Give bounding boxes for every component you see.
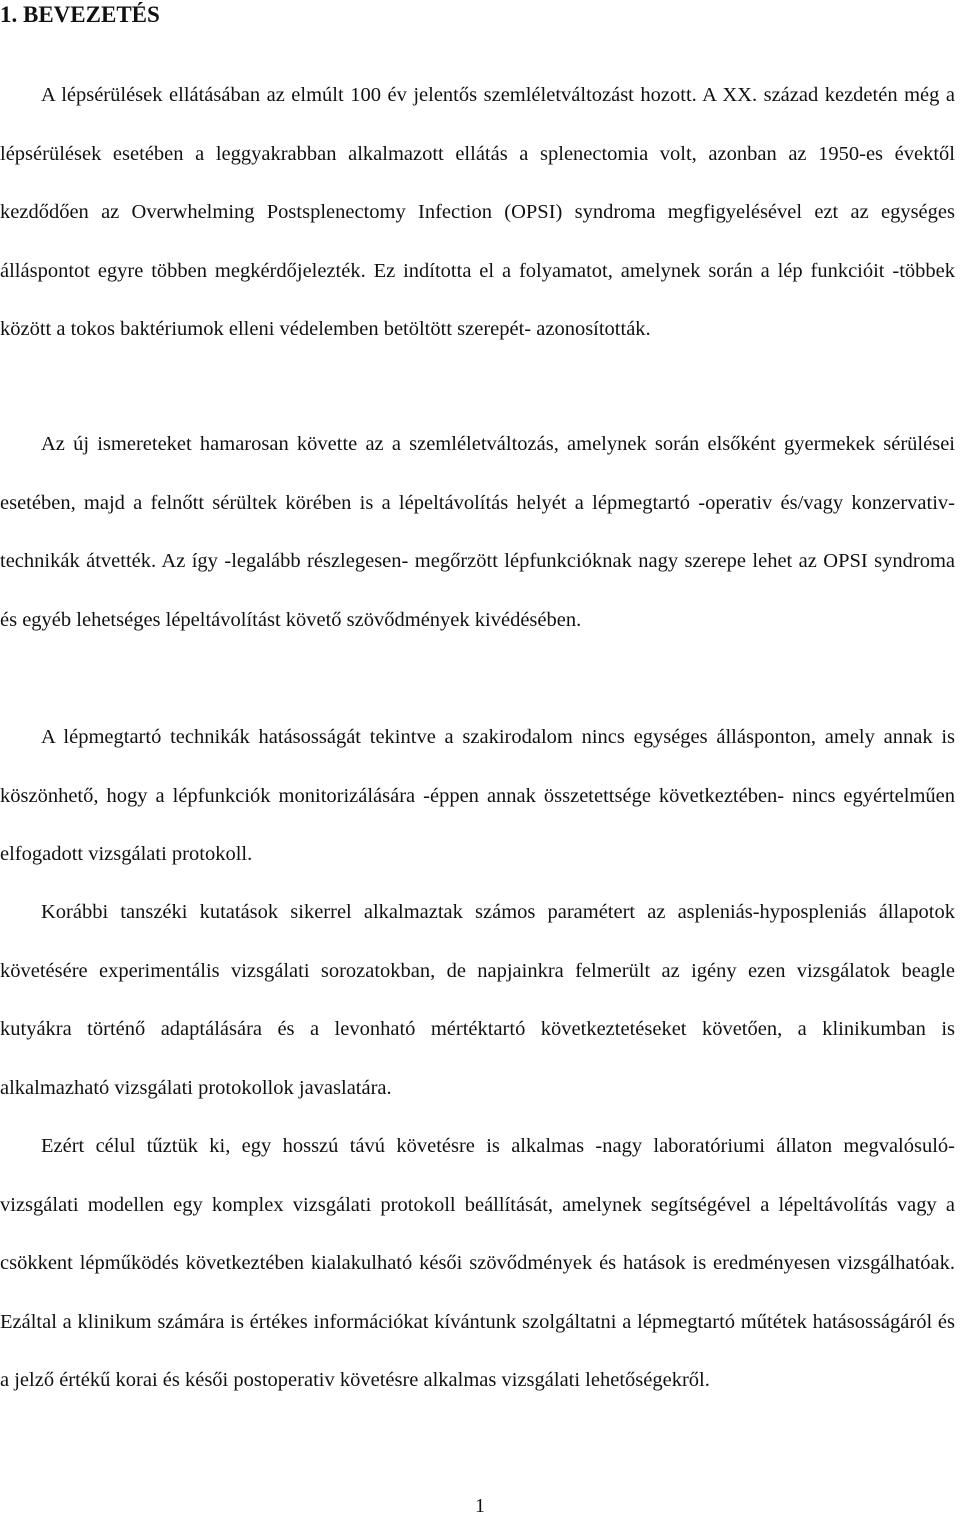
page-number: 1 (475, 1495, 485, 1517)
paragraph-5: Ezért célul tűztük ki, egy hosszú távú követésre is alkalmas -nagy laboratóriumi állaton megvalósuló- vizsgálati modellen egy komplex vizsgálati protokoll beállítását, amelynek segítségével a lépeltávolítás vagy a csökkent lépműködés következtében kialakulható késői szövődmények és hatások is eredményesen vizsgálhatóak. Ezáltal a klinikum számára is értékes információkat kívántunk szolgáltatni a lépmegtartó műtétek hatásosságáról és a jelző értékű korai és késői postoperativ követésre alkalmas vizsgálati lehetőségekről. (0, 1135, 955, 1391)
paragraph-1: A lépsérülések ellátásában az elmúlt 100 év jelentős szemléletváltozást hozott. A XX. század kezdetén még a lépsérülések esetében a leggyakrabban alkalmazott ellátás a splenectomia volt, azonban az 1950-es évektől kezdődően az Overwhelming Postsplenectomy Infection (OPSI) syndroma megfigyelésével ezt az egységes álláspontot egyre többen megkérdőjelezték. Ez indította el a folyamatot, amelynek során a lép funkcióit -többek között a tokos baktériumok elleni védelemben betöltött szerepét- azonosították. (0, 84, 955, 340)
paragraph-4: Korábbi tanszéki kutatások sikerrel alkalmaztak számos paramétert az aspleniás-hypospleniás állapotok követésére experimentális vizsgálati sorozatokban, de napjainkra felmerült az igény ezen vizsgálatok beagle kutyákra történő adaptálására és a levonható mértéktartó következtetéseket követően, a klinikumban is alkalmazható vizsgálati protokollok javaslatára. (0, 901, 955, 1099)
paragraph-2: Az új ismereteket hamarosan követte az a szemléletváltozás, amelynek során elsőként gyermekek sérülései esetében, majd a felnőtt sérültek körében is a lépeltávolítás helyét a lépmegtartó -operativ és/vagy konzervativ- technikák átvették. Az így -legalább részlegesen- megőrzött lépfunkcióknak nagy szerepe lehet az OPSI syndroma és egyéb lehetséges lépeltávolítást követő szövődmények kivédésében. (0, 433, 955, 631)
section-heading: 1. BEVEZETÉS (0, 2, 160, 27)
paragraph-3: A lépmegtartó technikák hatásosságát tekintve a szakirodalom nincs egységes állásponton, amely annak is köszönhető, hogy a lépfunkciók monitorizálására -éppen annak összetettsége következtében- nincs egyértelműen elfogadott vizsgálati protokoll. (0, 726, 955, 865)
